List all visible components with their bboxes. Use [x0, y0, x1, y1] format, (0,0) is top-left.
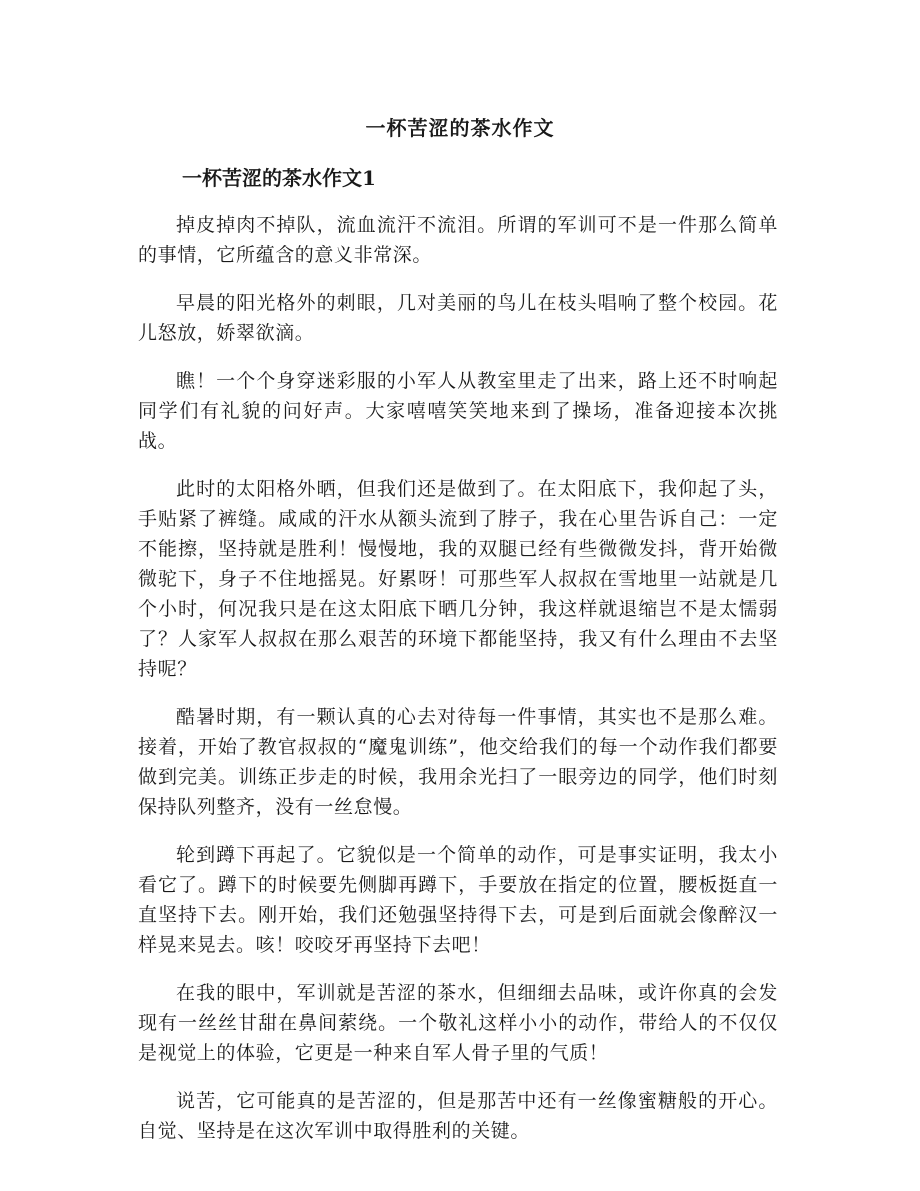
document-body — [138, 210, 778, 1164]
paragraph-2: 早晨的阳光格外的刺眼，几对美丽的鸟儿在枝头唱响了整个校园。花儿怒放，娇翠欲滴。 — [138, 292, 778, 344]
document-title: 一杯苦涩的茶水作文 — [365, 116, 555, 140]
paragraph-6: 轮到蹲下再起了。它貌似是一个简单的动作，可是事实证明，我太小看它了。蹲下的时候要先侧脚再蹲下，手要放在指定的位置，腰板挺直一直坚持下去。刚开始，我们还勉强坚持得下去，可是到后面就会像醉汉一样晃来晃去。咳！咬咬牙再坚持下去吧！ — [138, 844, 778, 956]
section-heading: 一杯苦涩的茶水作文1 — [182, 166, 376, 190]
paragraph-3: 瞧！一个个身穿迷彩服的小军人从教室里走了出来，路上还不时响起同学们有礼貌的问好声。大家嘻嘻笑笑地来到了操场，准备迎接本次挑战。 — [138, 370, 778, 452]
paragraph-4: 此时的太阳格外晒，但我们还是做到了。在太阳底下，我仰起了头，手贴紧了裤缝。咸咸的汗水从额头流到了脖子，我在心里告诉自己：一定不能擦，坚持就是胜利！慢慢地，我的双腿已经有些微微发抖，背开始微微驼下，身子不住地摇晃。好累呀！可那些军人叔叔在雪地里一站就是几个小时，何况我只是在这太阳底下晒几分钟，我这样就退缩岂不是太懦弱了？人家军人叔叔在那么艰苦的环境下都能坚持，我又有什么理由不去坚持呢？ — [138, 478, 778, 680]
paragraph-1: 掉皮掉肉不掉队，流血流汗不流泪。所谓的军训可不是一件那么简单的事情，它所蕴含的意义非常深。 — [138, 214, 778, 266]
paragraph-8: 说苦，它可能真的是苦涩的，但是那苦中还有一丝像蜜糖般的开心。自觉、坚持是在这次军训中取得胜利的关键。 — [138, 1090, 778, 1142]
paragraph-5: 酷暑时期，有一颗认真的心去对待每一件事情，其实也不是那么难。接着，开始了教官叔叔的“魔鬼训练”，他交给我们的每一个动作我们都要做到完美。训练正步走的时候，我用余光扫了一眼旁边的同学，他们时刻保持队列整齐，没有一丝怠慢。 — [138, 706, 778, 818]
paragraph-7: 在我的眼中，军训就是苦涩的茶水，但细细去品味，或许你真的会发现有一丝丝甘甜在鼻间萦绕。一个敬礼这样小小的动作，带给人的不仅仅是视觉上的体验，它更是一种来自军人骨子里的气质！ — [138, 982, 778, 1064]
